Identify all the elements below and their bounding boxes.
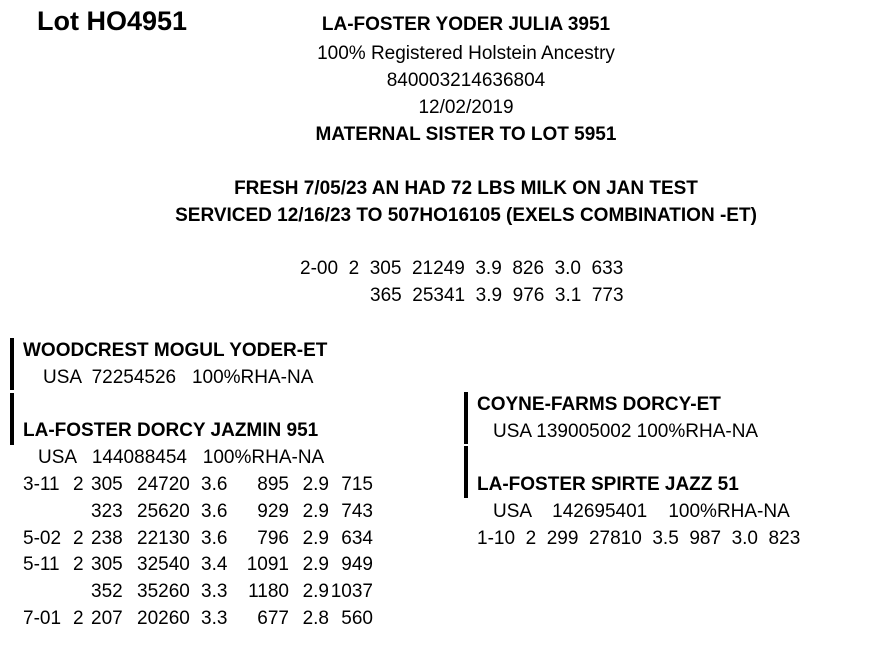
dam-record-cell: 352 (91, 581, 123, 603)
dam-record-cell: 2.8 (302, 607, 329, 629)
dam-record-cell: 7-01 (23, 607, 62, 629)
dam-record-cell: 1091 (246, 554, 289, 576)
ancestry-text: 100% Registered Holstein Ancestry (317, 43, 615, 64)
dam-sire-info: USA 139005002 100%RHA-NA (493, 421, 759, 442)
animal-name: LA-FOSTER YODER JULIA 3951 (321, 14, 611, 35)
second-dam-record: 1-10 2 299 27810 3.5 987 3.0 823 (477, 528, 801, 549)
dam-record-cell: 5-11 (23, 554, 60, 576)
animal-record-line: 365 25341 3.9 976 3.1 773 (370, 285, 624, 306)
dam-record-cell: 634 (341, 527, 373, 549)
dam-record-row (23, 472, 373, 499)
fresh-note: FRESH 7/05/23 AN HAD 72 LBS MILK ON JAN TEST (234, 178, 698, 199)
dam-record-cell: 895 (257, 474, 289, 495)
dam-record-cell: 1037 (330, 581, 373, 603)
dam-record-cell: 32540 (137, 554, 190, 576)
dam-record-cell: 677 (257, 607, 289, 629)
dam-record-cell: 305 (91, 474, 123, 495)
dam-record-cell: 238 (91, 527, 123, 549)
dam-record-cell: 25620 (137, 500, 190, 522)
dam-record-cell (23, 499, 73, 526)
dam-record-cell: 560 (341, 607, 373, 629)
sire-info: USA 72254526 100%RHA-NA (43, 367, 314, 388)
dam-record-cell (23, 579, 73, 606)
dam-name: LA-FOSTER DORCY JAZMIN 951 (23, 420, 319, 441)
pedigree-bracket (10, 393, 14, 445)
dam-record-row (23, 499, 373, 526)
dam-record-cell: 3.3 (201, 581, 228, 603)
dam-record-cell: 20260 (137, 607, 190, 629)
dam-record-cell (73, 579, 91, 606)
animal-record-line: 2-00 2 305 21249 3.9 826 3.0 633 (300, 258, 624, 279)
pedigree-bracket (464, 392, 468, 444)
sire-name: WOODCREST MOGUL YODER-ET (23, 340, 328, 361)
dam-record-cell: 743 (341, 500, 373, 522)
dam-record-cell: 22130 (137, 527, 190, 549)
dam-record-cell: 3.4 (201, 554, 228, 576)
dam-record-cell: 305 (91, 554, 123, 576)
dam-sire-name: COYNE-FARMS DORCY-ET (477, 394, 721, 415)
dam-record-cell: 2.9 (302, 500, 329, 522)
dam-record-cell: 3.6 (201, 500, 228, 522)
dam-record-cell: 3-11 (23, 474, 60, 495)
dam-records-table (23, 472, 373, 633)
pedigree-bracket (464, 446, 468, 498)
relation-note: MATERNAL SISTER TO LOT 5951 (315, 124, 617, 145)
dam-record-cell: 35260 (137, 581, 190, 603)
dam-record-cell: 2 (73, 554, 84, 576)
birth-date: 12/02/2019 (418, 97, 514, 118)
dam-record-cell: 2.9 (302, 527, 329, 549)
dam-record-cell: 323 (91, 500, 123, 522)
dam-info: USA 144088454 100%RHA-NA (38, 447, 325, 468)
dam-record-cell: 2 (73, 474, 84, 495)
dam-record-cell: 715 (341, 474, 373, 495)
lot-number: Lot HO4951 (37, 6, 188, 36)
dam-record-row (23, 526, 373, 553)
dam-record-cell: 2 (73, 607, 84, 629)
pedigree-bracket (10, 338, 14, 390)
second-dam-name: LA-FOSTER SPIRTE JAZZ 51 (477, 474, 739, 495)
dam-record-cell (73, 499, 91, 526)
dam-record-cell: 24720 (137, 474, 190, 495)
dam-record-cell: 207 (91, 607, 123, 629)
second-dam-info: USA 142695401 100%RHA-NA (493, 501, 790, 522)
dam-record-cell: 929 (257, 500, 289, 522)
dam-record-cell: 2.9 (302, 581, 329, 603)
dam-record-cell: 2 (73, 527, 84, 549)
dam-record-cell: 3.6 (201, 527, 228, 549)
dam-record-cell: 3.6 (201, 474, 228, 495)
dam-record-cell: 5-02 (23, 527, 62, 549)
dam-record-cell: 2.9 (302, 474, 329, 495)
animal-id: 840003214636804 (386, 70, 546, 91)
dam-record-cell: 2.9 (302, 554, 329, 576)
dam-record-row (23, 579, 373, 606)
dam-record-row (23, 606, 373, 633)
serviced-note: SERVICED 12/16/23 TO 507HO16105 (EXELS COMBINATION -ET) (175, 205, 757, 226)
dam-record-cell: 949 (341, 554, 373, 576)
dam-record-cell: 1180 (248, 581, 289, 603)
dam-record-cell: 3.3 (201, 607, 228, 629)
dam-record-cell: 796 (257, 527, 289, 549)
dam-record-row (23, 552, 373, 579)
